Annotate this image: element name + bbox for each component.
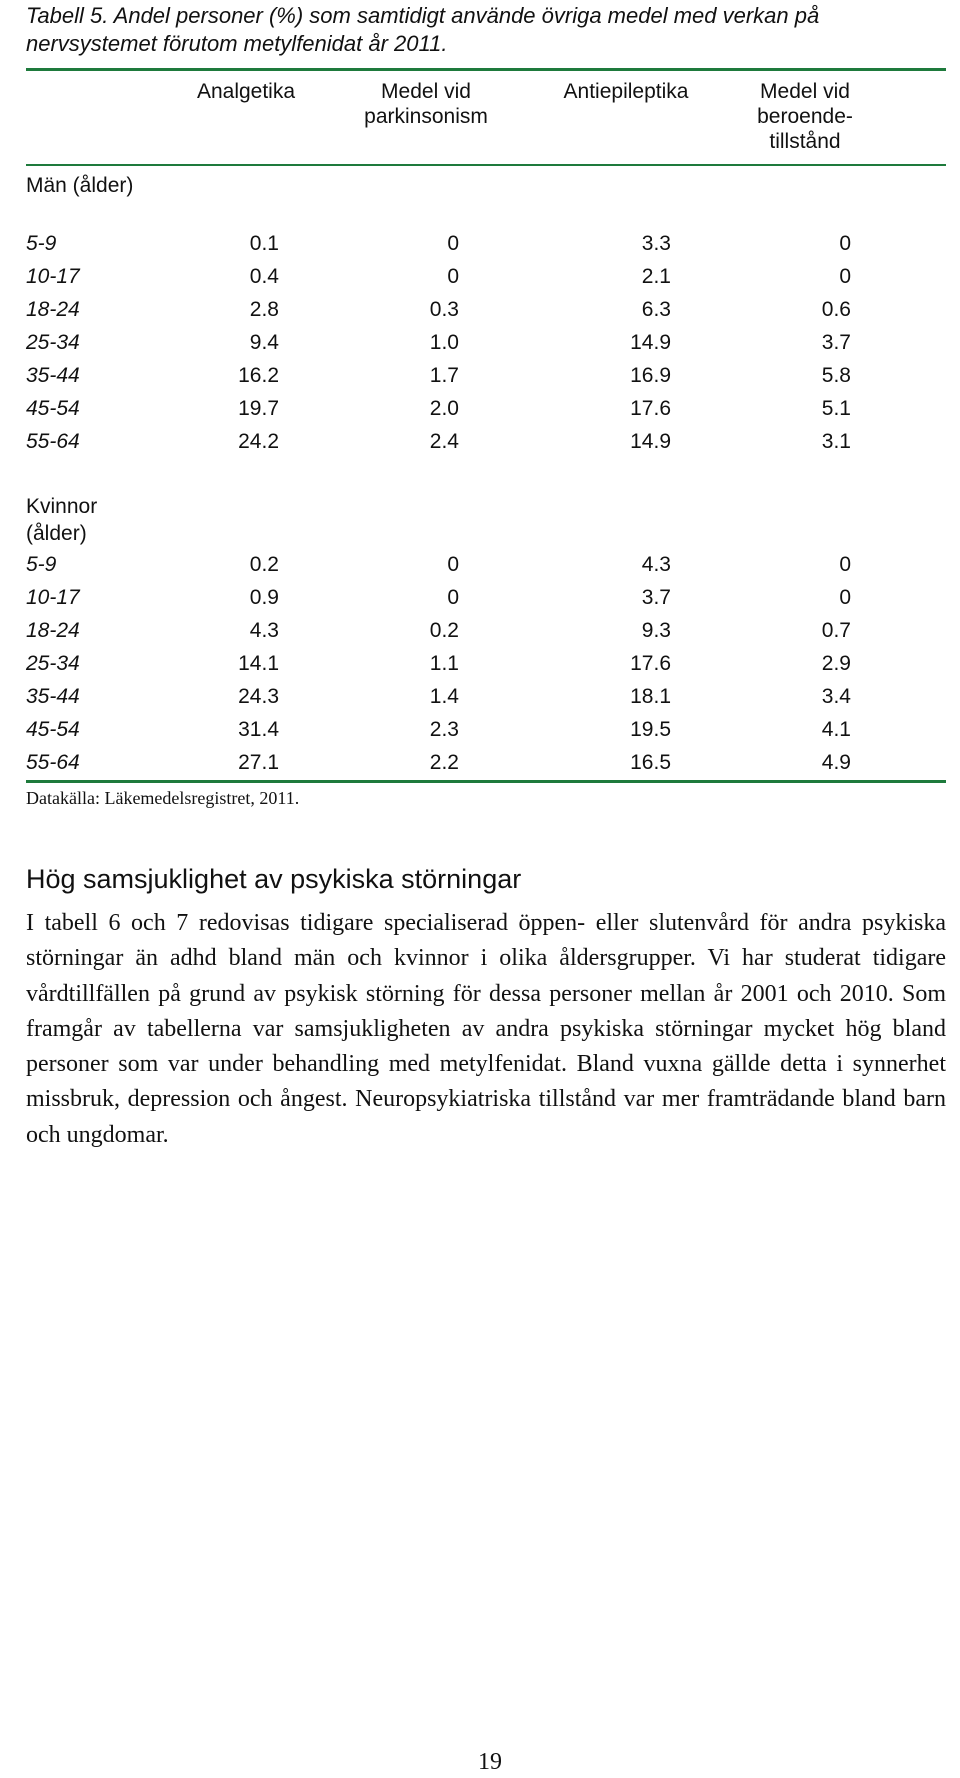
value-cell: 2.1 [641,265,671,288]
value-cell: 9.4 [249,331,279,354]
column-header-beroendetillstand: Medel vid beroende-tillstånd [757,80,853,153]
table-row [26,394,946,424]
value-cell: 0 [839,265,851,288]
value-cell: 0 [447,586,459,609]
age-cell: 55-64 [26,430,80,453]
age-cell: 25-34 [26,331,80,354]
value-cell: 24.2 [238,430,279,453]
value-cell: 3.7 [641,586,671,609]
table-bottom-rule [26,780,946,783]
value-cell: 0 [839,553,851,576]
age-cell: 10-17 [26,586,80,609]
value-cell: 31.4 [238,718,279,741]
value-cell: 0.2 [429,619,459,642]
value-cell: 3.3 [641,232,671,255]
value-cell: 0 [447,553,459,576]
table-row [26,328,946,358]
value-cell: 16.2 [238,364,279,387]
table-header-rule [26,164,946,166]
value-cell: 9.3 [641,619,671,642]
value-cell: 0.9 [249,586,279,609]
value-cell: 2.2 [429,751,459,774]
table-row [26,649,946,679]
age-cell: 10-17 [26,265,80,288]
column-header-parkinsonism: Medel vid parkinsonism [364,80,488,128]
value-cell: 1.4 [429,685,459,708]
value-cell: 14.9 [630,430,671,453]
column-header-analgetika: Analgetika [196,80,296,103]
body-paragraph: I tabell 6 och 7 redovisas tidigare specialiserad öppen- eller slutenvård för andra psykiska störningar än adhd bland män och kvinnor i olika åldersgrupper. Vi har studerat tidigare vårdtillfällen på grund av psykisk störning för dessa personer mellan år 2001 och 2010. Som framgår av tabellerna var samsjukligheten av andra psykiska störningar mycket hög bland personer som var under behandling med metylfenidat. Bland vuxna gällde detta i synnerhet missbruk, depression och ångest. Neuropsykiatriska tillstånd var mer framträdande bland barn och ungdomar. [26,910,946,1148]
age-cell: 35-44 [26,685,80,708]
table-row [26,748,946,778]
age-cell: 5-9 [26,553,57,576]
value-cell: 3.1 [821,430,851,453]
value-cell: 5.8 [821,364,851,387]
age-cell: 45-54 [26,718,80,741]
value-cell: 17.6 [630,397,671,420]
table-top-rule [26,68,946,71]
value-cell: 4.9 [821,751,851,774]
value-cell: 0.3 [429,298,459,321]
age-cell: 18-24 [26,619,80,642]
value-cell: 6.3 [641,298,671,321]
table-row [26,262,946,292]
value-cell: 2.3 [429,718,459,741]
section-heading: Hög samsjuklighet av psykiska störningar [26,864,522,894]
value-cell: 0 [447,265,459,288]
value-cell: 0.1 [249,232,279,255]
value-cell: 2.8 [249,298,279,321]
value-cell: 2.9 [821,652,851,675]
value-cell: 1.1 [429,652,459,675]
age-cell: 5-9 [26,232,57,255]
value-cell: 17.6 [630,652,671,675]
age-cell: 25-34 [26,652,80,675]
value-cell: 4.3 [249,619,279,642]
table-source-note: Datakälla: Läkemedelsregistret, 2011. [26,788,300,808]
value-cell: 0.7 [821,619,851,642]
table-row [26,583,946,613]
value-cell: 4.3 [641,553,671,576]
column-header-antiepileptika: Antiepileptika [563,80,689,103]
value-cell: 2.0 [429,397,459,420]
value-cell: 14.1 [238,652,279,675]
table-row [26,361,946,391]
age-cell: 18-24 [26,298,80,321]
value-cell: 5.1 [821,397,851,420]
table-row [26,715,946,745]
value-cell: 0 [839,586,851,609]
value-cell: 14.9 [630,331,671,354]
value-cell: 19.7 [238,397,279,420]
table-row [26,295,946,325]
table-row [26,229,946,259]
age-cell: 45-54 [26,397,80,420]
value-cell: 3.7 [821,331,851,354]
table-row [26,427,946,457]
table-row [26,682,946,712]
age-cell: 35-44 [26,364,80,387]
group-label-man: Män (ålder) [26,174,134,197]
value-cell: 2.4 [429,430,459,453]
table-row [26,550,946,580]
value-cell: 0.6 [821,298,851,321]
value-cell: 16.5 [630,751,671,774]
value-cell: 1.0 [429,331,459,354]
value-cell: 27.1 [238,751,279,774]
group-label-kvinnor: Kvinnor (ålder) [26,495,98,545]
value-cell: 16.9 [630,364,671,387]
value-cell: 0.4 [249,265,279,288]
value-cell: 0 [839,232,851,255]
age-cell: 55-64 [26,751,80,774]
table-caption: Tabell 5. Andel personer (%) som samtidigt använde övriga medel med verkan på nervsystemet förutom metylfenidat år 2011. [26,3,820,56]
value-cell: 4.1 [821,718,851,741]
value-cell: 3.4 [821,685,851,708]
value-cell: 0 [447,232,459,255]
value-cell: 24.3 [238,685,279,708]
value-cell: 1.7 [429,364,459,387]
value-cell: 18.1 [630,685,671,708]
value-cell: 0.2 [249,553,279,576]
value-cell: 19.5 [630,718,671,741]
page-number: 19 [478,1749,502,1775]
table-row [26,616,946,646]
